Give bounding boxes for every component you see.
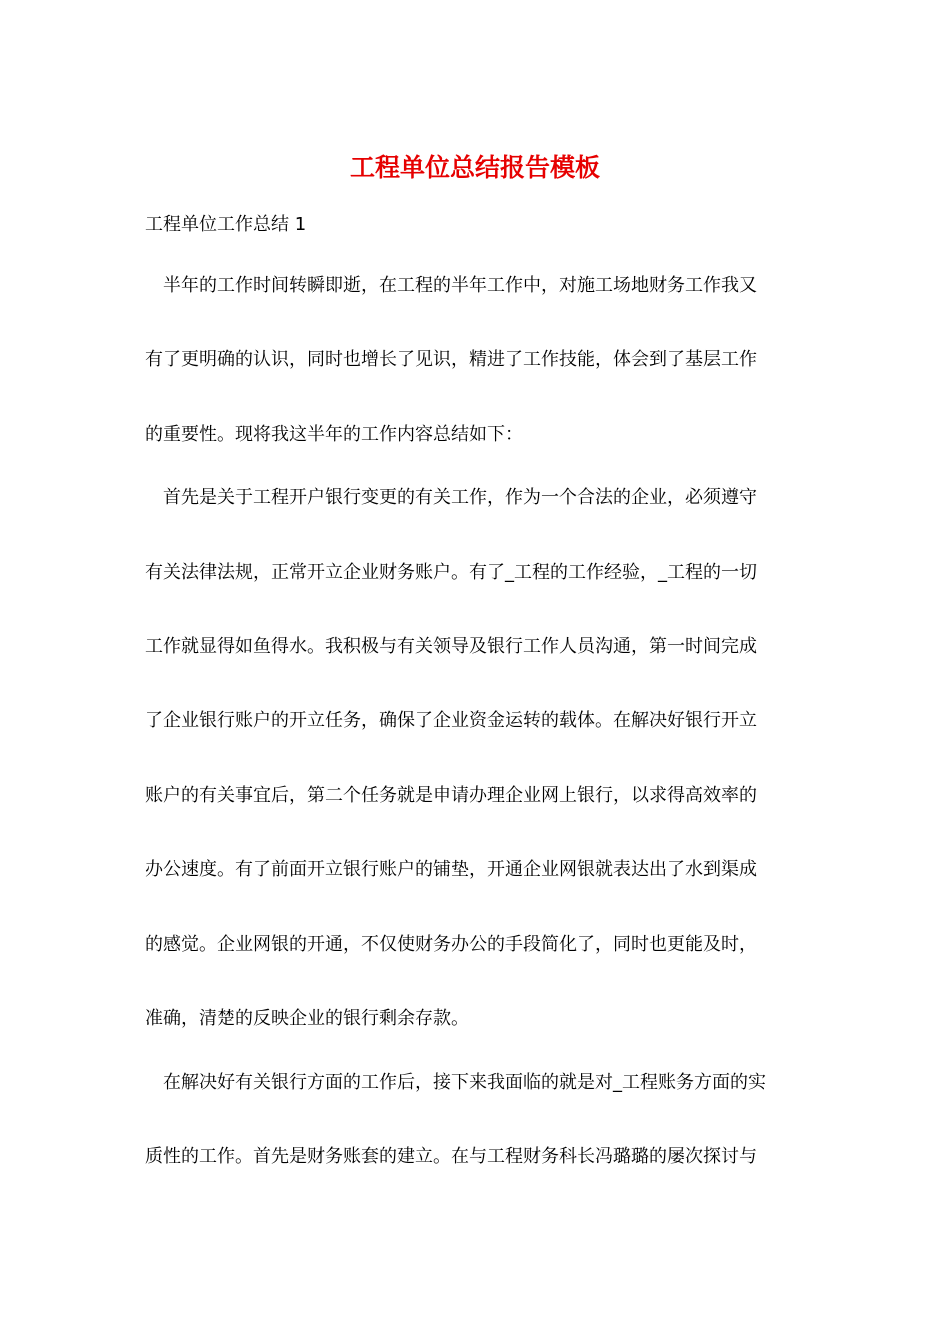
paragraph-line: 的重要性。现将我这半年的工作内容总结如下： xyxy=(145,424,523,445)
section-heading: 工程单位工作总结 1 xyxy=(145,214,307,235)
paragraph-line: 半年的工作时间转瞬即逝，在工程的半年工作中，对施工场地财务工作我又 xyxy=(145,275,757,296)
paragraph-line: 了企业银行账户的开立任务，确保了企业资金运转的载体。在解决好银行开立 xyxy=(145,710,757,731)
paragraph-line: 在解决好有关银行方面的工作后，接下来我面临的就是对_工程账务方面的实 xyxy=(145,1072,766,1093)
paragraph-line: 办公速度。有了前面开立银行账户的铺垫，开通企业网银就表达出了水到渠成 xyxy=(145,859,757,880)
paragraph-line: 首先是关于工程开户银行变更的有关工作，作为一个合法的企业，必须遵守 xyxy=(145,487,757,508)
paragraph-line: 的感觉。企业网银的开通，不仅使财务办公的手段简化了，同时也更能及时， xyxy=(145,934,757,955)
paragraph-line: 账户的有关事宜后，第二个任务就是申请办理企业网上银行，以求得高效率的 xyxy=(145,785,757,806)
paragraph-line: 准确，清楚的反映企业的银行剩余存款。 xyxy=(145,1008,469,1029)
paragraph-line: 质性的工作。首先是财务账套的建立。在与工程财务科长冯璐璐的屡次探讨与 xyxy=(145,1146,757,1167)
paragraph-line: 有关法律法规，正常开立企业财务账户。有了_工程的工作经验，_工程的一切 xyxy=(145,562,757,583)
page-title: 工程单位总结报告模板 xyxy=(349,153,600,182)
paragraph-line: 有了更明确的认识，同时也增长了见识，精进了工作技能，体会到了基层工作 xyxy=(145,349,757,370)
paragraph-line: 工作就显得如鱼得水。我积极与有关领导及银行工作人员沟通，第一时间完成 xyxy=(145,636,757,657)
